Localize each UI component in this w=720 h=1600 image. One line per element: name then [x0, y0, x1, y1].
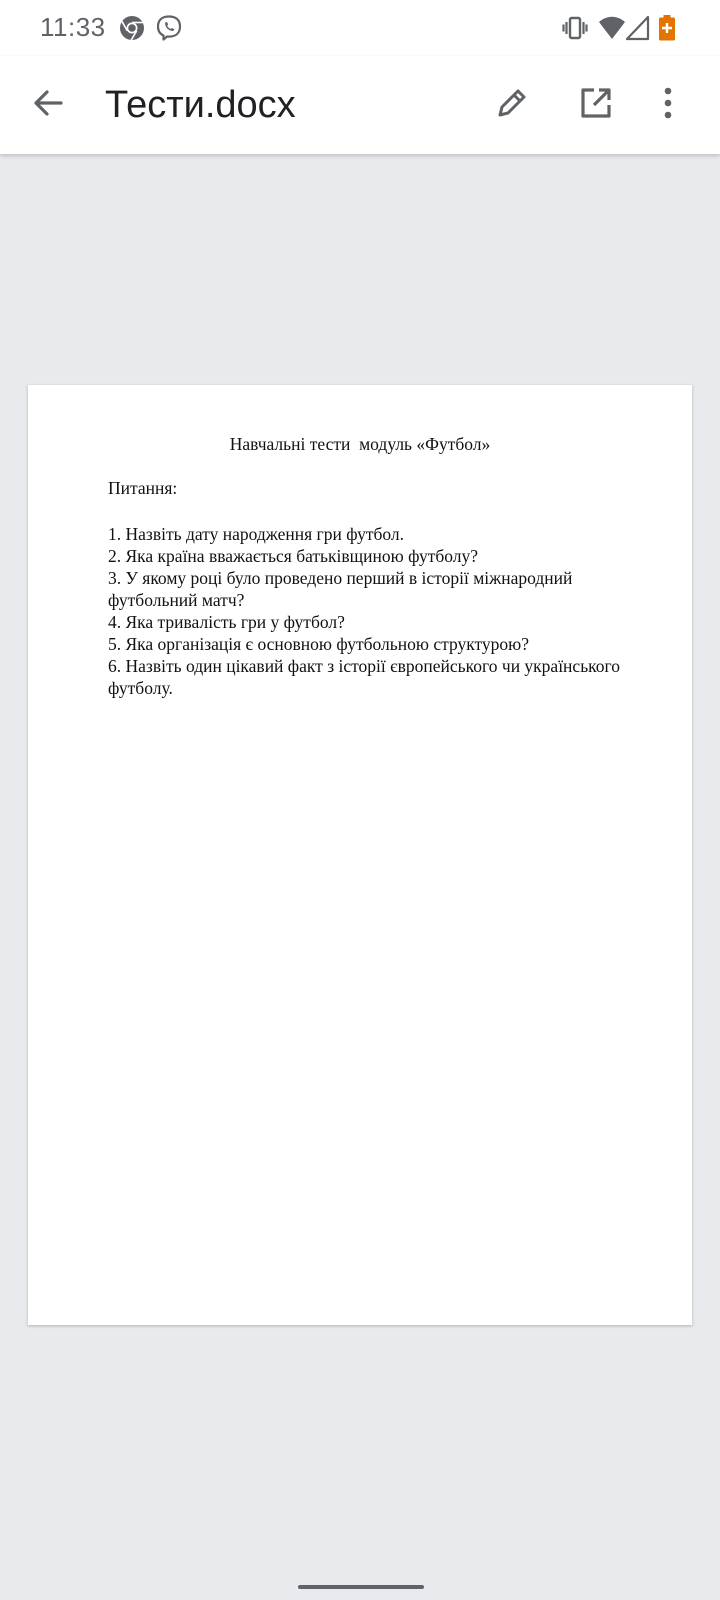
- back-arrow-icon: [31, 86, 65, 125]
- question-item: 2. Яка країна вважається батьківщиною футболу?: [108, 546, 479, 566]
- questions-list: [108, 523, 638, 699]
- status-bar: [0, 0, 720, 56]
- document-title: Тести.docx: [105, 84, 296, 126]
- battery-icon: [657, 14, 677, 42]
- viber-icon: [155, 14, 183, 42]
- gesture-nav-handle[interactable]: [298, 1585, 424, 1589]
- question-item: 5. Яка організація є основною футбольною структурою?: [108, 634, 530, 654]
- open-external-button[interactable]: [572, 81, 620, 129]
- question-item: 1. Назвіть дату народження гри футбол.: [108, 524, 405, 544]
- question-item: 3. У якому році було проведено перший в історії міжнародний футбольний матч?: [108, 568, 573, 610]
- chrome-icon: [118, 14, 146, 42]
- edit-button[interactable]: [488, 81, 536, 129]
- document-heading: Навчальні тести модуль «Футбол»: [229, 434, 491, 454]
- wifi-icon: [598, 14, 626, 42]
- edit-pencil-icon: [494, 85, 530, 126]
- question-item: 6. Назвіть один цікавий факт з історії європейського чи українського футболу.: [108, 656, 621, 698]
- document-page[interactable]: [28, 385, 692, 1325]
- vibrate-icon: [562, 14, 588, 42]
- more-options-button[interactable]: [644, 81, 692, 129]
- questions-label: Питання:: [108, 478, 178, 498]
- open-external-icon: [578, 85, 614, 126]
- status-time: 11:33: [40, 12, 106, 42]
- back-button[interactable]: [24, 81, 72, 129]
- more-vert-icon: [662, 86, 674, 125]
- question-item: 4. Яка тривалість гри у футбол?: [108, 612, 345, 632]
- app-bar: [0, 56, 720, 154]
- cellular-signal-icon: [626, 14, 650, 42]
